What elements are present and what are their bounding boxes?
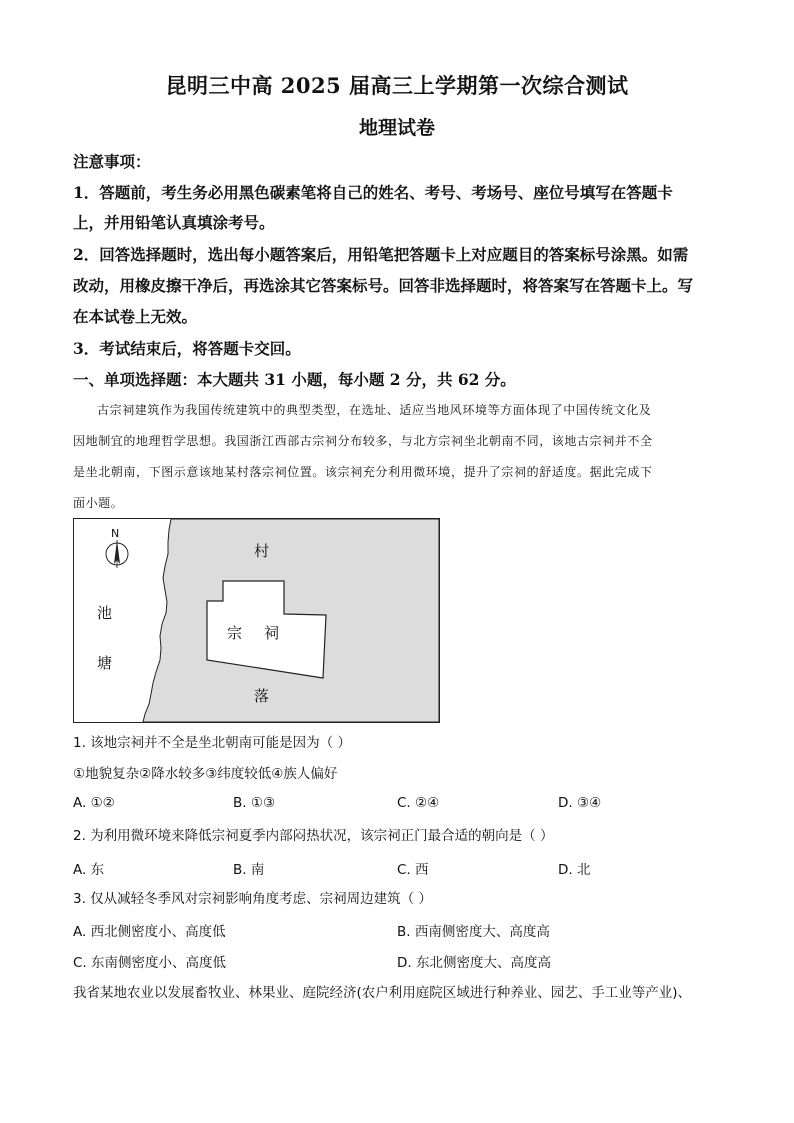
question-1-option-b[interactable]: B. ①③	[233, 795, 276, 811]
village-ancestral-hall-map	[73, 518, 440, 723]
notice-item-2-line-1: 2．回答选择题时，选出每小题答案后，用铅笔把答题卡上对应题目的答案标号涂黑。如需	[73, 245, 689, 264]
section-1-heading: 一、单项选择题：本大题共 31 小题，每小题 2 分，共 62 分。	[73, 370, 516, 389]
notice-heading: 注意事项：	[73, 152, 151, 171]
village-label-1: 村	[254, 542, 270, 560]
notice-item-2-line-2: 改动，用橡皮擦干净后，再选涂其它答案标号。回答非选择题时，将答案写在答题卡上。写	[73, 276, 694, 295]
map-svg	[73, 518, 440, 723]
hall-label-2: 祠	[264, 624, 280, 642]
question-1-statements: ①地貌复杂②降水较多③纬度较低④族人偏好	[73, 766, 338, 782]
question-3-option-a[interactable]: A. 西北侧密度小、高度低	[73, 924, 226, 940]
hall-label-1: 宗	[227, 624, 243, 642]
question-3-option-c[interactable]: C. 东南侧密度小、高度低	[73, 955, 227, 971]
passage-line-3: 是坐北朝南，下图示意该地某村落宗祠位置。该宗祠充分利用微环境，提升了宗祠的舒适度。据此完成下	[73, 465, 653, 479]
question-2-option-a[interactable]: A. 东	[73, 862, 105, 878]
notice-item-2-line-3: 在本试卷上无效。	[73, 307, 198, 326]
passage-line-4: 面小题。	[73, 496, 124, 510]
question-3-option-d[interactable]: D. 东北侧密度大、高度高	[397, 955, 551, 971]
question-2-stem: 2. 为利用微环境来降低宗祠夏季内部闷热状况，该宗祠正门最合适的朝向是（ ）	[73, 828, 554, 844]
question-1-option-c[interactable]: C. ②④	[397, 795, 440, 811]
north-label: N	[111, 527, 120, 540]
notice-item-3: 3．考试结束后，将答题卡交回。	[73, 339, 301, 358]
pond-label-1: 池	[97, 604, 113, 622]
exam-title: 昆明三中高 2025 届高三上学期第一次综合测试	[165, 73, 629, 98]
pond-label-2: 塘	[97, 654, 113, 672]
question-3-stem: 3. 仅从减轻冬季风对宗祠影响角度考虑、宗祠周边建筑（ ）	[73, 891, 432, 907]
next-passage-line-1: 我省某地农业以发展畜牧业、林果业、庭院经济(农户利用庭院区域进行种养业、园艺、手工业等产业)、	[73, 985, 692, 1001]
question-3-option-b[interactable]: B. 西南侧密度大、高度高	[397, 924, 550, 940]
question-1-stem: 1. 该地宗祠并不全是坐北朝南可能是因为（ ）	[73, 735, 351, 751]
question-2-option-d[interactable]: D. 北	[558, 862, 591, 878]
village-label-2: 落	[254, 687, 270, 705]
passage-line-2: 因地制宜的地理哲学思想。我国浙江西部古宗祠分布较多，与北方宗祠坐北朝南不同，该地古宗祠并不全	[73, 434, 653, 448]
question-2-option-b[interactable]: B. 南	[233, 862, 265, 878]
notice-item-1-line-2: 上，并用铅笔认真填涂考号。	[73, 213, 275, 232]
passage-line-1: 古宗祠建筑作为我国传统建筑中的典型类型，在选址、适应当地风环境等方面体现了中国传统文化及	[97, 403, 652, 417]
question-2-option-c[interactable]: C. 西	[397, 862, 429, 878]
exam-subtitle: 地理试卷	[358, 117, 435, 139]
question-1-option-a[interactable]: A. ①②	[73, 795, 115, 811]
question-1-option-d[interactable]: D. ③④	[558, 795, 602, 811]
notice-item-1-line-1: 1．答题前，考生务必用黑色碳素笔将自己的姓名、考号、考场号、座位号填写在答题卡	[73, 183, 673, 202]
